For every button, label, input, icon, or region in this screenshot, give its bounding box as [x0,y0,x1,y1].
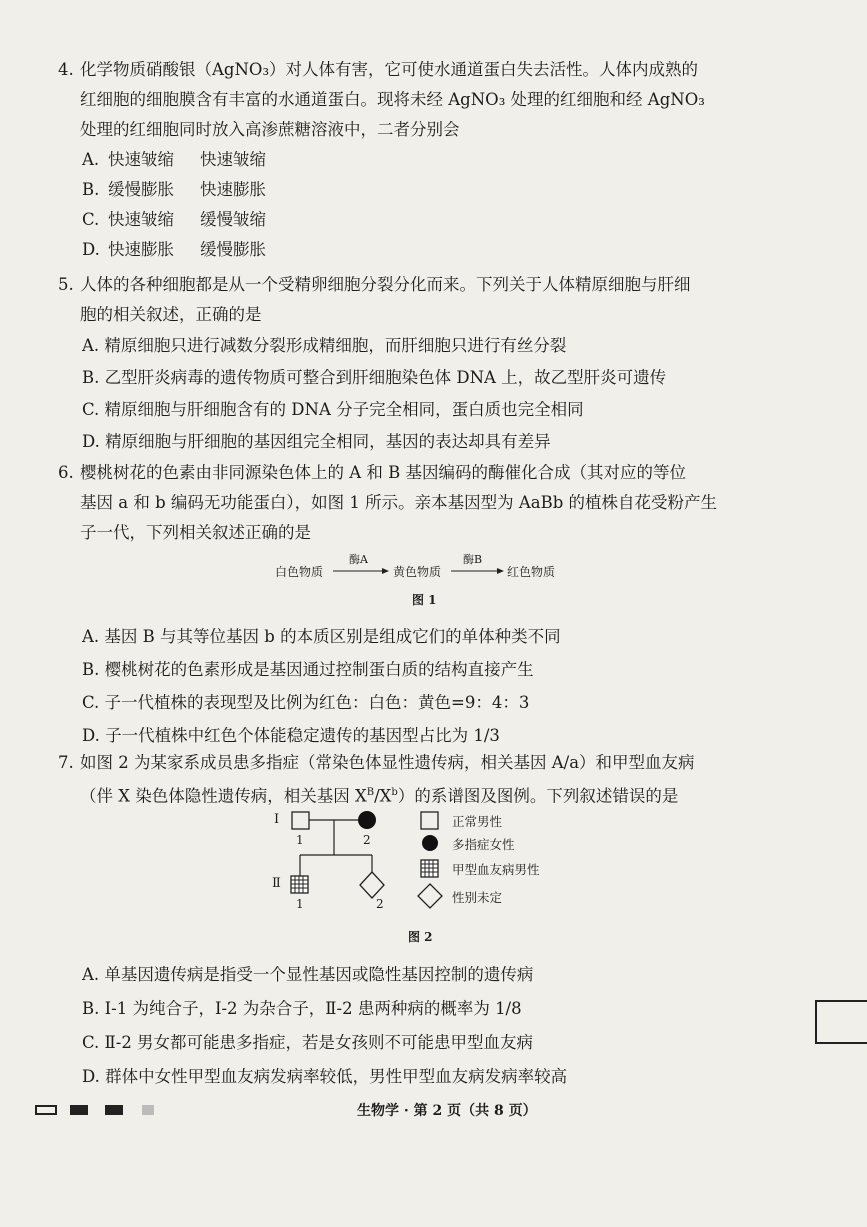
option-b: B. 缓慢膨胀 快速膨胀 [82,180,266,199]
option-a: A. 快速皱缩 快速皱缩 [82,150,266,169]
individual-label: 1 [296,833,304,847]
individual-label: 2 [363,833,371,847]
question-6-stem [58,458,778,488]
stem-line: 子一代，下列相关叙述正确的是 [80,523,311,542]
stem-line: 胞的相关叙述，正确的是 [80,305,262,324]
stem-line: 樱桃树花的色素由非同源染色体上的 A 和 B 基因编码的酶催化合成（其对应的等位 [80,463,687,482]
white-substance-label: 白色物质 [275,565,324,579]
stem-line: 人体的各种细胞都是从一个受精卵细胞分裂分化而来。下列关于人体精原细胞与肝细 [80,275,691,294]
question-6 [58,458,778,548]
red-substance-label: 红色物质 [507,565,556,579]
question-6-options [58,620,778,752]
option-a: A. 单基因遗传病是指受一个显性基因或隐性基因控制的遗传病 [82,965,534,984]
page-footer [0,1098,867,1122]
print-mark [70,1105,88,1115]
option-a: A. 精原细胞只进行减数分裂形成精细胞，而肝细胞只进行有丝分裂 [82,336,567,355]
female-affected-symbol [358,811,376,829]
page-number: 生物学 · 第 2 页（共 8 页） [357,1103,537,1119]
question-number: 4. [58,60,74,79]
question-number: 7. [58,753,74,772]
individual-label: 2 [376,897,384,911]
option-a: A. 基因 B 与其等位基因 b 的本质区别是组成它们的单体种类不同 [82,627,561,646]
option-d: D. 快速膨胀 缓慢膨胀 [82,240,266,259]
enzyme-b-label: 酶B [463,553,483,566]
generation-2-label: Ⅱ [272,876,281,891]
figure-1-pathway [275,553,575,613]
option-c: C. 精原细胞与肝细胞含有的 DNA 分子完全相同，蛋白质也完全相同 [82,400,584,419]
figure-2-pedigree [270,800,570,950]
stem-line: 处理的红细胞同时放入高渗蔗糖溶液中，二者分别会 [80,120,460,139]
option-b: B. 乙型肝炎病毒的遗传物质可整合到肝细胞染色体 DNA 上，故乙型肝炎可遗传 [82,368,667,387]
legend-hemophilia-male: 甲型血友病男性 [452,862,540,877]
stem-line: 红细胞的细胞膜含有丰富的水通道蛋白。现将未经 AgNO₃ 处理的红细胞和经 AgNO₃ [80,90,705,109]
male-normal-symbol [292,812,309,829]
figure-1-caption: 图 1 [412,593,437,607]
binding-mark [815,1000,867,1044]
option-b: B. Ⅰ-1 为纯合子，Ⅰ-2 为杂合子，Ⅱ-2 患两种病的概率为 1/8 [82,999,522,1018]
stem-line: 如图 2 为某家系成员患多指症（常染色体显性遗传病，相关基因 A/a）和甲型血友病 [80,753,695,772]
option-d: D. 精原细胞与肝细胞的基因组完全相同，基因的表达却具有差异 [82,432,551,451]
stem-line: 化学物质硝酸银（AgNO₃）对人体有害，它可使水通道蛋白失去活性。人体内成熟的 [80,60,699,79]
legend-unknown-sex: 性别未定 [452,890,503,905]
generation-1-label: I [274,812,280,827]
figure-2-caption: 图 2 [408,930,433,944]
print-mark [105,1105,123,1115]
question-7-stem [58,748,778,778]
print-mark [142,1105,154,1115]
question-5-stem [58,270,778,300]
question-number: 5. [58,275,74,294]
stem-line: （伴 X 染色体隐性遗传病，相关基因 $X^B/X^b$）的系谱图及图例。下列叙述错误的是 [80,786,679,806]
yellow-substance-label: 黄色物质 [393,565,442,579]
stem-line: 基因 a 和 b 编码无功能蛋白），如图 1 所示。亲本基因型为 AaBb 的植株自花受粉产生 [80,493,718,512]
legend-normal-male: 正常男性 [452,814,503,829]
option-d: D. 群体中女性甲型血友病发病率较低，男性甲型血友病发病率较高 [82,1067,568,1086]
option-d: D. 子一代植株中红色个体能稳定遗传的基因型占比为 1/3 [82,726,500,745]
option-c: C. 快速皱缩 缓慢皱缩 [82,210,266,229]
option-c: C. Ⅱ-2 男女都可能患多指症，若是女孩则不可能患甲型血友病 [82,1033,534,1052]
option-c: C. 子一代植株的表现型及比例为红色：白色：黄色=9：4：3 [82,693,530,712]
question-7-options [58,958,778,1094]
unknown-sex-symbol [360,872,384,898]
individual-label: 1 [296,897,304,911]
legend-polydactyly-female: 多指症女性 [452,837,515,852]
question-4 [58,55,778,265]
option-b: B. 樱桃树花的色素形成是基因通过控制蛋白质的结构直接产生 [82,660,534,679]
question-5 [58,270,778,458]
question-4-stem [58,55,778,85]
question-number: 6. [58,463,74,482]
enzyme-a-label: 酶A [349,553,368,566]
print-mark [35,1105,57,1115]
